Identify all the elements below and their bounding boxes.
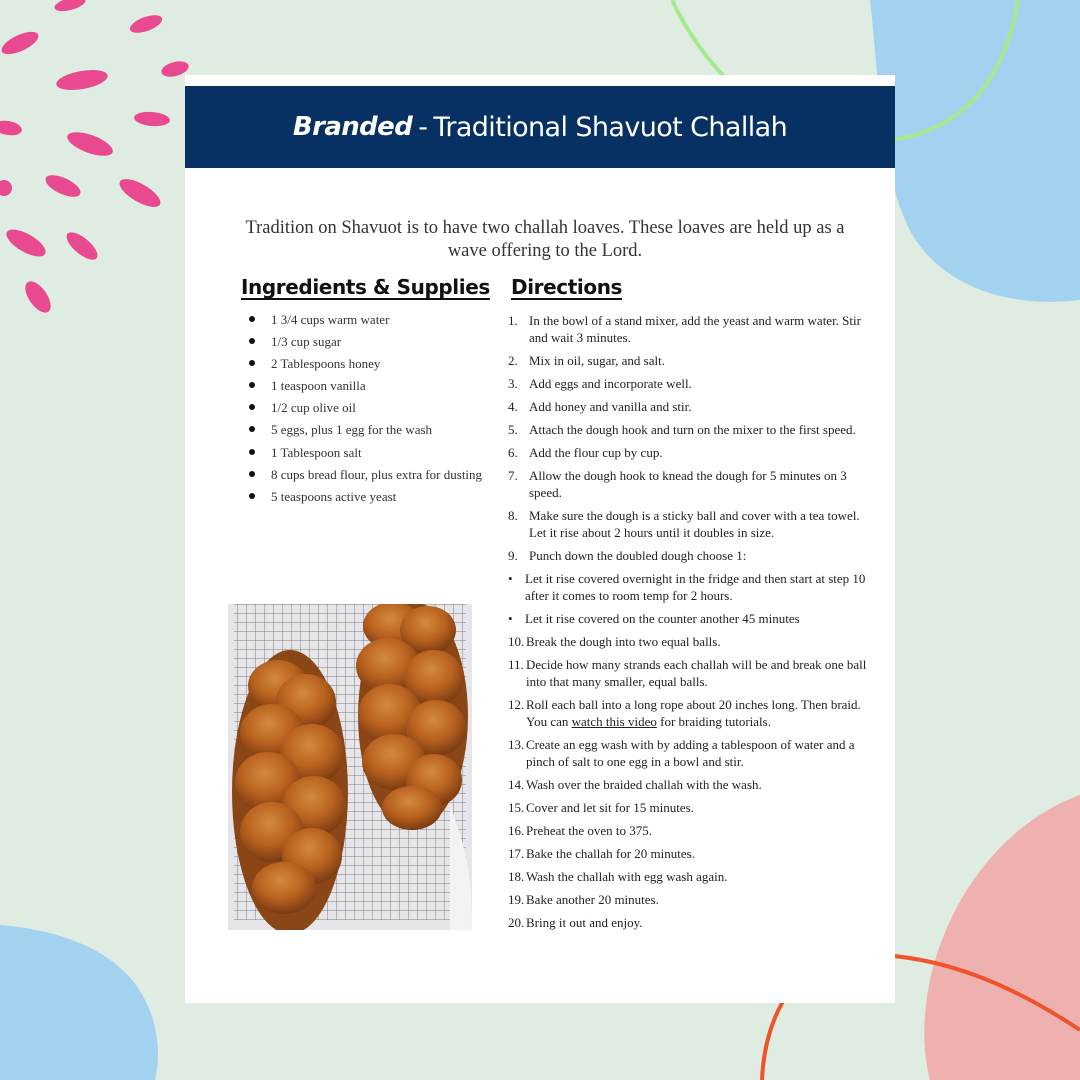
ingredient-item: 2 Tablespoons honey xyxy=(245,355,505,377)
direction-step xyxy=(505,507,875,541)
ingredients-list xyxy=(245,311,505,510)
direction-step xyxy=(505,845,875,862)
direction-step xyxy=(505,696,875,730)
step-number: 17. xyxy=(508,846,525,861)
step-text-after: for braiding tutorials. xyxy=(656,714,771,729)
step-number: 2. xyxy=(508,353,518,368)
direction-step xyxy=(505,312,875,346)
step-text: Decide how many strands each challah will be and break one ball into that many smaller, equal balls. xyxy=(526,657,867,689)
direction-step xyxy=(505,444,875,461)
step-text: Attach the dough hook and turn on the mixer to the first speed. xyxy=(529,422,856,437)
direction-step xyxy=(505,352,875,369)
step-number: 3. xyxy=(508,376,518,391)
step-number: 1. xyxy=(508,313,518,328)
step-text: Add honey and vanilla and stir. xyxy=(529,399,692,414)
step-text: Cover and let sit for 15 minutes. xyxy=(526,800,694,815)
step-text: Let it rise covered overnight in the fridge and then start at step 10 after it comes to room temp for 2 hours. xyxy=(525,571,866,603)
ingredient-item: 5 teaspoons active yeast xyxy=(245,488,505,510)
blue-blob-top-right xyxy=(870,0,1080,302)
step-number: 14. xyxy=(508,777,525,792)
direction-step xyxy=(505,547,875,564)
step-number: 20. xyxy=(508,915,525,930)
ingredients-heading: Ingredients & Supplies xyxy=(241,275,490,299)
step-text: In the bowl of a stand mixer, add the yeast and warm water. Stir and wait 3 minutes. xyxy=(529,313,861,345)
direction-step xyxy=(505,799,875,816)
step-number: 16. xyxy=(508,823,525,838)
step-number: 8. xyxy=(508,508,518,523)
direction-step xyxy=(505,398,875,415)
pink-dashes xyxy=(0,0,190,317)
step-text: Roll each ball into a long rope about 20 inches long. Then braid. You can xyxy=(526,697,861,729)
step-number: 9. xyxy=(508,548,518,563)
step-text: Punch down the doubled dough choose 1: xyxy=(529,548,747,563)
brand-name: Branded xyxy=(292,112,413,142)
direction-step xyxy=(505,868,875,885)
step-text: Mix in oil, sugar, and salt. xyxy=(529,353,665,368)
step-text: Bake another 20 minutes. xyxy=(526,892,659,907)
step-number: 13. xyxy=(508,737,525,752)
title-separator: - xyxy=(418,111,428,143)
ingredient-item: 5 eggs, plus 1 egg for the wash xyxy=(245,421,505,443)
recipe-title: Traditional Shavuot Challah xyxy=(433,111,788,143)
step-text: Wash the challah with egg wash again. xyxy=(526,869,728,884)
direction-option xyxy=(505,610,875,627)
step-text: Make sure the dough is a sticky ball and cover with a tea towel. Let it rise about 2 hours until it doubles in size. xyxy=(529,508,860,540)
option-bullet: • xyxy=(508,571,513,586)
direction-step xyxy=(505,776,875,793)
direction-step xyxy=(505,656,875,690)
step-number: 7. xyxy=(508,468,518,483)
ingredient-item: 1 Tablespoon salt xyxy=(245,444,505,466)
option-bullet: • xyxy=(508,611,513,626)
direction-step xyxy=(505,891,875,908)
rose-blob-bottom-right xyxy=(924,795,1080,1080)
directions-list xyxy=(505,312,875,937)
direction-step xyxy=(505,633,875,650)
step-text: Bring it out and enjoy. xyxy=(526,915,643,930)
step-number: 12. xyxy=(508,697,525,712)
direction-option xyxy=(505,570,875,604)
ingredient-item: 8 cups bread flour, plus extra for dusting xyxy=(245,466,505,488)
recipe-card xyxy=(185,75,895,1003)
step-text: Add eggs and incorporate well. xyxy=(529,376,692,391)
step-number: 6. xyxy=(508,445,518,460)
ingredient-item: 1/2 cup olive oil xyxy=(245,399,505,421)
direction-step xyxy=(505,914,875,931)
step-number: 18. xyxy=(508,869,525,884)
title-banner xyxy=(185,86,895,168)
directions-heading: Directions xyxy=(511,275,623,299)
step-text: Create an egg wash with by adding a tablespoon of water and a pinch of salt to one egg in a bowl and stir. xyxy=(526,737,855,769)
ingredient-item: 1 teaspoon vanilla xyxy=(245,377,505,399)
step-text: Bake the challah for 20 minutes. xyxy=(526,846,695,861)
step-number: 5. xyxy=(508,422,518,437)
step-text: Add the flour cup by cup. xyxy=(529,445,663,460)
intro-text: Tradition on Shavuot is to have two challah loaves. These loaves are held up as a wave offering to the Lord. xyxy=(245,218,845,261)
step-text: Allow the dough hook to knead the dough for 5 minutes on 3 speed. xyxy=(529,468,847,500)
direction-step xyxy=(505,467,875,501)
ingredient-item: 1 3/4 cups warm water xyxy=(245,311,505,333)
blue-blob-bottom-left xyxy=(0,925,158,1080)
step-number: 11. xyxy=(508,657,524,672)
step-text: Wash over the braided challah with the wash. xyxy=(526,777,762,792)
ingredient-item: 1/3 cup sugar xyxy=(245,333,505,355)
step-text: Preheat the oven to 375. xyxy=(526,823,652,838)
direction-step xyxy=(505,822,875,839)
step-text: Break the dough into two equal balls. xyxy=(526,634,721,649)
direction-step xyxy=(505,375,875,392)
direction-step xyxy=(505,736,875,770)
step-number: 10. xyxy=(508,634,525,649)
challah-photo xyxy=(228,604,472,930)
step-number: 19. xyxy=(508,892,525,907)
step-number: 4. xyxy=(508,399,518,414)
step-number: 15. xyxy=(508,800,525,815)
step-text: Let it rise covered on the counter another 45 minutes xyxy=(525,611,800,626)
video-link[interactable]: watch this video xyxy=(571,714,657,729)
direction-step xyxy=(505,421,875,438)
left-loaf xyxy=(232,650,348,930)
